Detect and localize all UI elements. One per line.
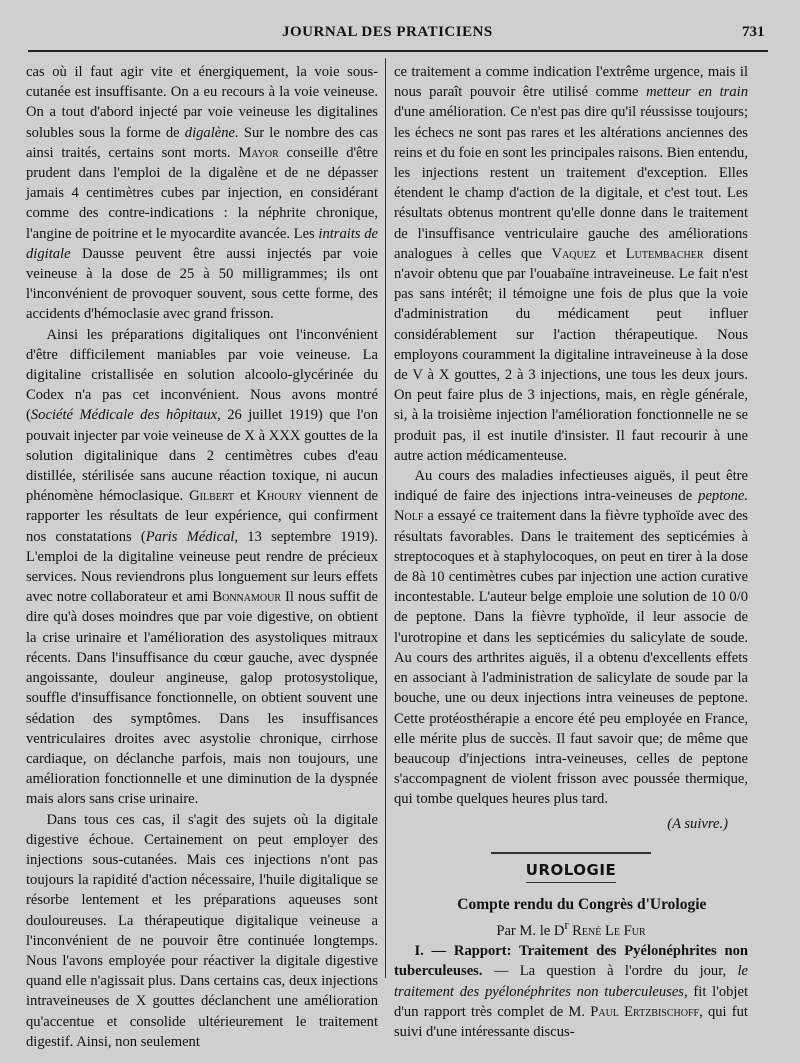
author-name: Nolf [394,508,424,525]
byline: Par M. le $D^r$ René Le Fur [496,918,646,939]
page-number: 731 [742,24,765,40]
page-header [0,22,800,46]
paragraph: ce traitement a comme indication l'extrême urgence, mais il nous paraît pouvoir être utilisé comme metteur en train d'une amélioration. Ce n'est pas dire qu'il réussisse toujours; les échecs ne sont pas rares et les altérations anciennes des reins et du foie en sont les principales raisons. Bien entendu, les injections restent un traitement d'exception. Elles étendent le champ d'action de la digitale, et c'est tout. Les résultats obtenus montrent qu'elle donne dans le traitement de l'insuffisance ventriculaire gauche des améliorations analogues à celles que Vaquez et Lutembacher disent n'avoir obtenu que par l'ouabaïne intraveineuse. Le fait n'est pas sans intérêt; il témoigne une fois de plus que la voie d'administration du médicament peut influer considérablement sur l'action thérapeutique. Nous employons couramment la digitaline intraveineuse à la dose de V à X gouttes, 2 à 3 injections, une tous les deux jours. On peut faire plus de 3 injections, mais, en règle générale, si, à la troisième injection l'amélioration fonctionnelle ne se produit pas, il est inutile d'insister. Il faut recourir à une autre action médicamenteuse. [394,64,748,464]
to-be-continued: (A suivre.) [667,815,728,832]
left-column [26,62,378,1052]
author-name: Lutembacher [625,245,704,262]
paragraph: I. — Rapport: Traitement des Pyélonéphrites non tuberculeuses. — La question à l'ordre du jour, le traitement des pyélonéphrites non tuberculeuses, fit l'objet d'un rapport très complet de M. Paul Ertzbischoff, qui fut suivi d'une intéressante discus- [394,943,749,1040]
author-name: Bonnamour [212,589,281,606]
report-heading: I. — Rapport: Traitement des Pyélonéphrites non tuberculeuses. [394,943,748,980]
author-name: Paul Ertzbischoff [590,1003,700,1020]
header-rule [28,50,768,52]
paragraph: Dans tous ces cas, il s'agit des sujets où la digitale digestive échoue. Certainement on peut employer des injections sous-cutanées. Mais ces injections n'ont pas toujours la rapidité d'action nécessaire, l'huile digitalique se résorbe lentement et les préparations aqueuses sont douloureuses. La thérapeutique digitalique veineuse a l'inconvénient de ne pouvoir être continuée longtemps. Nous l'avons employée pour réactiver la digitale digestive quand elle n'agissait plus. Dans certains cas, deux injections intraveineuses de X gouttes déclanchent une amélioration qu'accentue et consolide ultérieurement le traitement digestif. Ainsi, non seulement [26,811,378,1050]
paragraph: Ainsi les préparations digitaliques ont l'inconvénient d'être difficilement maniables par voie veineuse. La digitaline cristallisée en solution alcoolo-glycérinée du Codex n'a pas cet inconvénient. Nous avons montré (Société Médicale des hôpitaux, 26 juillet 1919) que l'on pouvait injecter par voie veineuse de X à XXX gouttes de la solution digitalinique dans 2 centimètres cubes d'eau distillée, stérilisée sans aucune réaction toxique, ni aucun phénomène hémoclasique. Gilbert et Khoury viennent de rapporter les résultats de leur expérience, qui confirment nos constatations (Paris Médical, 13 septembre 1919). L'emploi de la digitaline veineuse peut rendre de précieux services. Nous reviendrons plus longuement sur leurs effets avec notre collaborateur et ami Bonnamour Il nous suffit de dire qu'à doses moindres que par voie digestive, on obtient la crise urinaire et l'amélioration des asystoliques mitraux récents. Dans l'insuffisance du cœur gauche, avec dyspnée angoissante, douleur angineuse, galop protosystolique, souffle d'insuffisance fonctionnelle, on obtient souvent une sédation des symptômes. Dans les insuffisances ventriculaires droites avec asystolie chronique, cirrhose cardiaque, on déclanche parfois, mais non toujours, une amélioration fonctionnelle et une diminution de la dyspnée mais alors sans crise urinaire. [26,326,378,808]
section-rule [491,852,651,854]
author-name: Vaquez [551,245,596,262]
author-name: Gilbert [189,488,235,505]
paragraph: cas où il faut agir vite et énergiquement, la voie sous-cutanée est insuffisante. On a eu recours à la voie veineuse. On a tout d'abord injecté par voie veineuse les digitalines solubles sous la forme de digalène. Sur le nombre des cas ainsi traités, certains sont morts. Mayor conseille d'être prudent dans l'emploi de la digalène et de ne dépasser jamais 4 centimètres cubes par injection, en considérant comme des contre-indications : la néphrite chronique, l'angine de poitrine et le myocardite avancée. Les intraits de digitale Dausse peuvent être aussi injectés par voie veineuse à la dose de 25 à 50 milligrammes; ils ont l'inconvénient de provoquer souvent, sous cette forme, des accidents d'hémoclasie avec grand frisson. [26,64,378,323]
section-underline [526,882,616,883]
author-name: Mayor [238,144,279,161]
journal-title: JOURNAL DES PRATICIENS [282,24,493,40]
author-name: René Le Fur [568,922,646,939]
right-column [394,62,748,1042]
paragraph: Au cours des maladies infectieuses aiguës, il peut être indiqué de faire des injections intra-veineuses de peptone. Nolf a essayé ce traitement dans la fièvre typhoïde avec des résultats favorables. Dans le traitement des septicémies à streptocoques et à staphylocoques, on peut en tirer à la dose de 8à 10 centimètres cubes par injection une action curative incontestable. L'auteur belge emploie une solution de 10 0/0 de peptone. Dans la fièvre typhoïde, il leur associe de l'urotropine et dans les septicémies du salicylate de soude. Au cours des arthrites aiguës, il a obtenu d'excellents effets en associant à l'administration de salicylate de soude par la bouche, une ou deux injections intra veineuses de peptone. Cette protéosthérapie a encore été peu employée en France, elle mérite plus de succès. Il faut savoir que; de même que beaucoup d'injections intra-veineuses, celles de peptone s'accompagnent de violent frisson avec poussée thermique, qui tombe quelques heures plus tard. [394,468,748,808]
column-divider [385,58,386,978]
article-title: Compte rendu du Congrès d'Urologie [457,895,707,913]
section-title: UROLOGIE [525,860,617,879]
author-name: Khoury [256,488,303,505]
